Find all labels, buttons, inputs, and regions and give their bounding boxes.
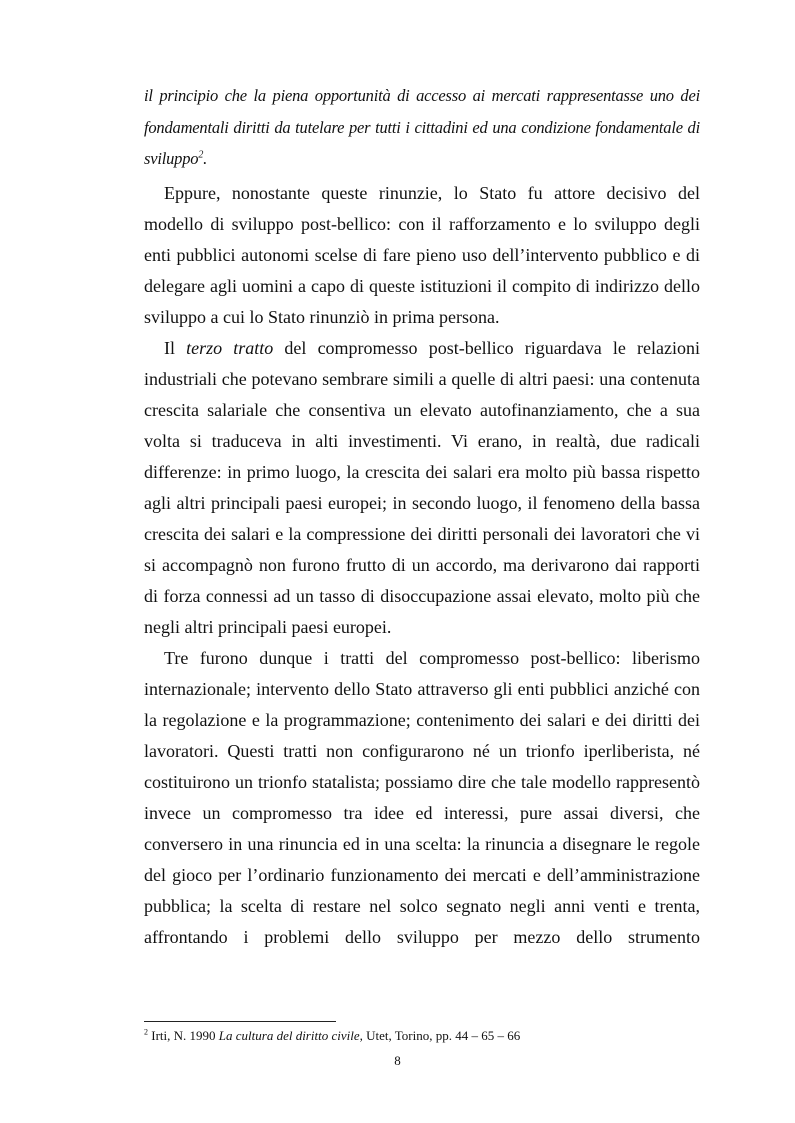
footnote-author: Irti, N. 1990 [148,1028,219,1043]
paragraph-2 [144,333,700,643]
page-number: 8 [394,1053,401,1068]
paragraph-2-rest: del compromesso post-bellico riguardava le relazioni industriali che potevano sembrare simili a quelle di altri paesi: una contenuta crescita salariale che consentiva un elevato autofinanziamento, che a sua volta si traduceva in alti investimenti. Vi erano, in realtà, due radicali differenze: in primo luogo, la crescita dei salari era molto più bassa rispetto agli altri principali paesi europei; in secondo luogo, il fenomeno della bassa crescita dei salari e la compressione dei diritti personali dei lavoratori che vi si accompagnò non furono frutto di un accordo, ma derivarono dai rapporti di forza connessi ad un tasso di disoccupazione assai elevato, molto più che negli altri principali paesi europei. [144,337,700,637]
footnote-number: 2 [144,1027,148,1037]
paragraph-2-emphasis: terzo tratto [186,337,274,358]
paragraph-2-lead: Il [164,337,187,358]
page-body [144,80,700,953]
footnote [144,1028,700,1044]
footnote-title: La cultura del diritto civile, [218,1028,363,1043]
footnote-publisher: Utet, Torino, pp. 44 – 65 – 66 [362,1028,521,1043]
footnote-divider [144,1021,336,1022]
quote-text: il principio che la piena opportunità di accesso ai mercati rappresentasse uno dei fondamentali diritti da tutelare per tutti i cittadini ed una condizione fondamentale di sviluppo [144,86,700,168]
footnote-reference[interactable]: 2 [198,149,204,161]
quote-end: . [203,149,208,168]
italic-quote [144,80,700,175]
paragraph-1: Eppure, nonostante queste rinunzie, lo Stato fu attore decisivo del modello di sviluppo post-bellico: con il rafforzamento e lo sviluppo degli enti pubblici autonomi scelse di fare pieno uso dell’intervento pubblico e di delegare agli uomini a capo di queste istituzioni il compito di indirizzo dello sviluppo a cui lo Stato rinunziò in prima persona. [144,182,700,327]
paragraph-3: Tre furono dunque i tratti del compromesso post-bellico: liberismo internazionale; intervento dello Stato attraverso gli enti pubblici anziché con la regolazione e la programmazione; contenimento dei salari e dei diritti dei lavoratori. Questi tratti non configurarono né un trionfo iperliberista, né costituirono un trionfo statalista; possiamo dire che tale modello rappresentò invece un compromesso tra idee ed interessi, pure assai diversi, che conversero in una rinuncia ed in una scelta: la rinuncia a disegnare le regole del gioco per l’ordinario funzionamento dei mercati e dell’amministrazione pubblica; la scelta di restare nel solco segnato negli anni venti e trenta, affrontando i problemi dello sviluppo per mezzo dello strumento [144,647,700,947]
